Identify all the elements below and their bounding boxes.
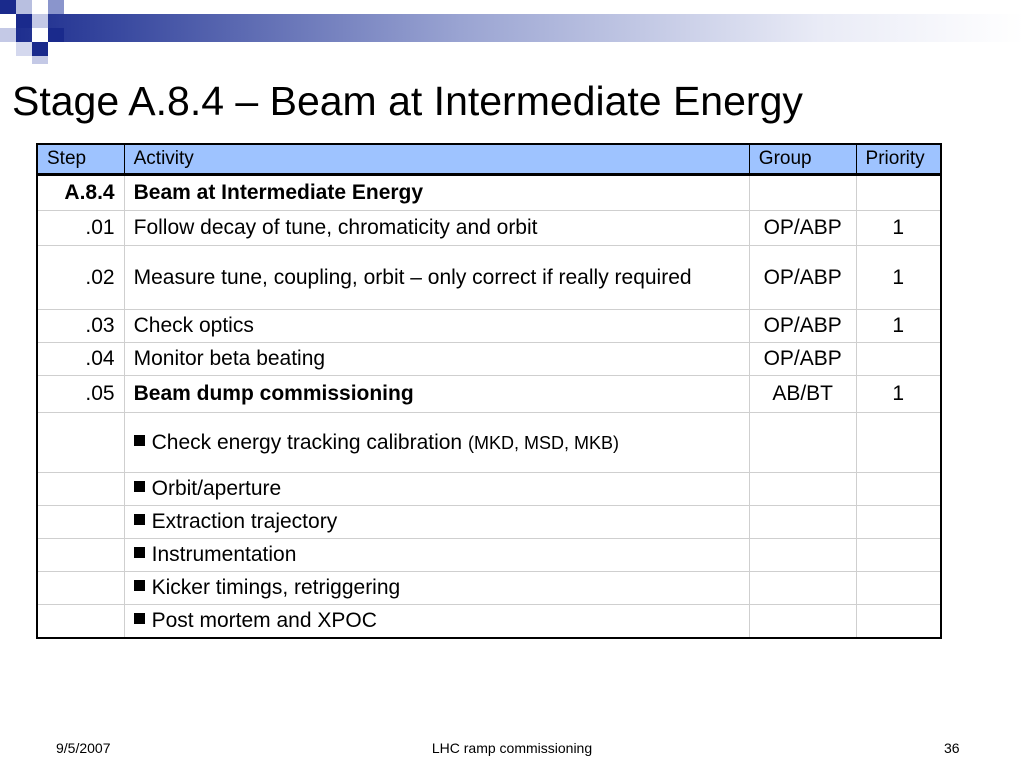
header-group: Group — [749, 144, 856, 175]
table-row — [37, 539, 941, 572]
header-square-light — [32, 56, 48, 64]
activity-cell: Beam at Intermediate Energy — [124, 175, 749, 211]
header-square-white — [0, 14, 16, 28]
priority-cell — [856, 413, 941, 473]
header-square-white — [32, 0, 48, 14]
header-gradient-band — [0, 14, 1024, 42]
table-row — [37, 175, 941, 211]
footer-date: 9/5/2007 — [56, 740, 111, 756]
priority-cell — [856, 506, 941, 539]
priority-cell: 1 — [856, 310, 941, 343]
activity-cell — [124, 539, 749, 572]
header-activity: Activity — [124, 144, 749, 175]
header-square-dark — [48, 28, 64, 42]
square-bullet-icon — [134, 547, 145, 558]
activity-cell — [124, 413, 749, 473]
activity-cell — [124, 473, 749, 506]
group-cell — [749, 413, 856, 473]
header-square-light — [16, 0, 32, 14]
group-cell — [749, 175, 856, 211]
activity-note: (MKD, MSD, MKB) — [467, 432, 619, 453]
slide-title: Stage A.8.4 – Beam at Intermediate Energy — [12, 78, 803, 124]
square-bullet-icon — [134, 613, 145, 624]
table-header-row — [37, 144, 941, 175]
table-row — [37, 473, 941, 506]
priority-cell — [856, 175, 941, 211]
priority-cell: 1 — [856, 246, 941, 310]
activity-text: Extraction trajectory — [151, 510, 338, 533]
header-step: Step — [37, 144, 124, 175]
activity-cell — [124, 572, 749, 605]
priority-cell — [856, 343, 941, 376]
step-cell: A.8.4 — [37, 175, 124, 211]
table-row — [37, 506, 941, 539]
activity-cell — [124, 605, 749, 639]
step-cell — [37, 473, 124, 506]
group-cell: OP/ABP — [749, 310, 856, 343]
header-square-dark — [0, 0, 16, 14]
priority-cell: 1 — [856, 211, 941, 246]
square-bullet-icon — [134, 481, 145, 492]
step-cell — [37, 539, 124, 572]
table-row — [37, 211, 941, 246]
priority-cell — [856, 605, 941, 639]
activity-text: Post mortem and XPOC — [151, 609, 377, 632]
activity-text: Instrumentation — [151, 543, 297, 566]
step-cell: .02 — [37, 246, 124, 310]
group-cell — [749, 506, 856, 539]
table-row — [37, 376, 941, 413]
step-cell — [37, 413, 124, 473]
activity-text: Orbit/aperture — [151, 477, 282, 500]
activity-text: Kicker timings, retriggering — [151, 576, 401, 599]
header-square-white — [32, 28, 48, 42]
activity-cell — [124, 506, 749, 539]
step-cell — [37, 572, 124, 605]
header-square-mid — [48, 0, 64, 14]
header-priority: Priority — [856, 144, 941, 175]
footer-page-number: 36 — [944, 740, 960, 756]
priority-cell — [856, 473, 941, 506]
group-cell — [749, 572, 856, 605]
step-cell — [37, 506, 124, 539]
activity-cell: Monitor beta beating — [124, 343, 749, 376]
table-row — [37, 310, 941, 343]
group-cell: AB/BT — [749, 376, 856, 413]
square-bullet-icon — [134, 514, 145, 525]
activity-cell: Measure tune, coupling, orbit – only correct if really required — [124, 246, 749, 310]
group-cell — [749, 539, 856, 572]
header-square-dark — [32, 42, 48, 56]
activity-cell: Check optics — [124, 310, 749, 343]
step-cell: .05 — [37, 376, 124, 413]
group-cell — [749, 605, 856, 639]
square-bullet-icon — [134, 435, 145, 446]
group-cell: OP/ABP — [749, 211, 856, 246]
table-row — [37, 572, 941, 605]
step-cell: .04 — [37, 343, 124, 376]
footer-title: LHC ramp commissioning — [431, 740, 593, 756]
priority-cell: 1 — [856, 376, 941, 413]
activity-table — [36, 143, 942, 639]
priority-cell — [856, 539, 941, 572]
table-row — [37, 246, 941, 310]
activity-cell: Follow decay of tune, chromaticity and orbit — [124, 211, 749, 246]
table-row — [37, 605, 941, 639]
square-bullet-icon — [134, 580, 145, 591]
header-square-light — [0, 28, 16, 42]
priority-cell — [856, 572, 941, 605]
step-cell: .01 — [37, 211, 124, 246]
group-cell — [749, 473, 856, 506]
table-row — [37, 413, 941, 473]
header-square-light — [16, 42, 32, 56]
activity-cell: Beam dump commissioning — [124, 376, 749, 413]
group-cell: OP/ABP — [749, 343, 856, 376]
header-square-light — [32, 14, 48, 28]
header-square-dark — [16, 14, 32, 28]
table-row — [37, 343, 941, 376]
step-cell — [37, 605, 124, 639]
activity-text: Check energy tracking calibration — [151, 430, 463, 454]
group-cell: OP/ABP — [749, 246, 856, 310]
step-cell: .03 — [37, 310, 124, 343]
